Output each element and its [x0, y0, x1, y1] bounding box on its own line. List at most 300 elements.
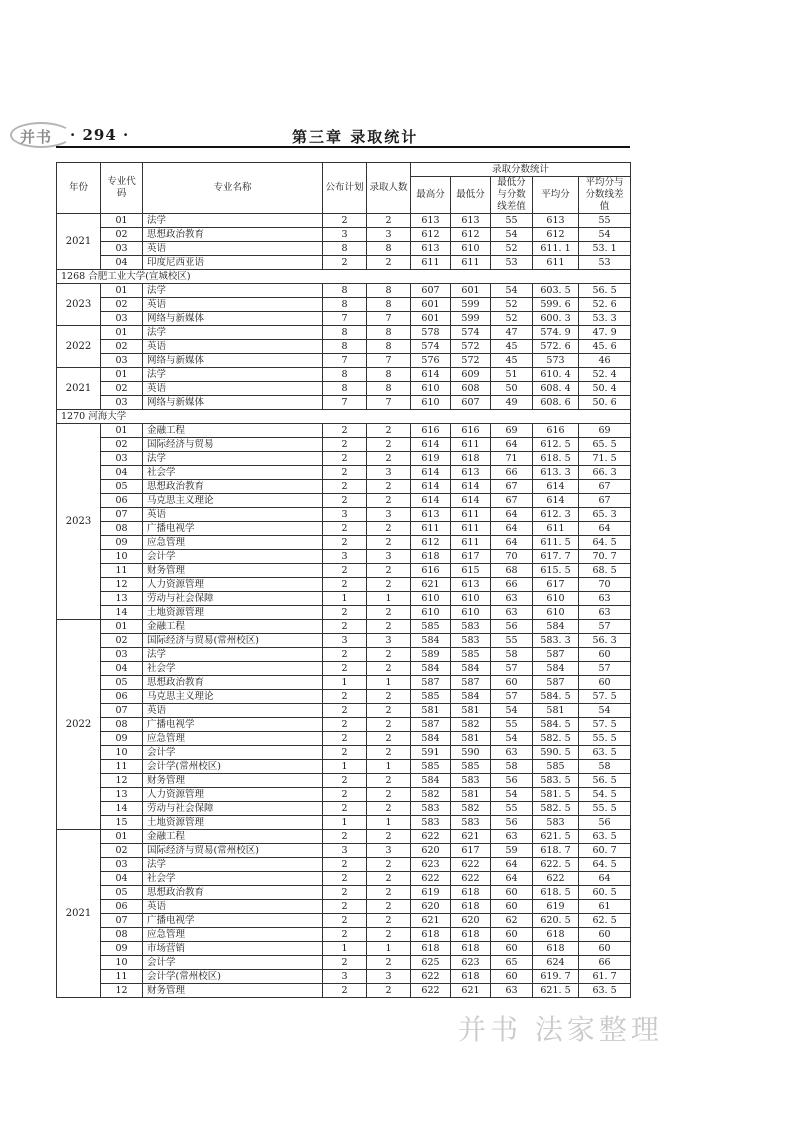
- admitted-cell: 8: [367, 284, 411, 298]
- code-cell: 03: [101, 312, 143, 326]
- planned-cell: 2: [323, 438, 367, 452]
- table-row: [57, 214, 631, 228]
- avg-cell: 618. 5: [533, 452, 579, 466]
- avg-diff-cell: 66: [579, 956, 631, 970]
- planned-cell: 1: [323, 816, 367, 830]
- code-cell: 06: [101, 690, 143, 704]
- min-cell: 621: [451, 984, 491, 998]
- min-cell: 613: [451, 578, 491, 592]
- min-cell: 608: [451, 382, 491, 396]
- max-cell: 601: [411, 312, 451, 326]
- major-cell: 土地资源管理: [143, 606, 323, 620]
- avg-cell: 610: [533, 606, 579, 620]
- planned-cell: 3: [323, 970, 367, 984]
- avg-cell: 613: [533, 214, 579, 228]
- admitted-cell: 3: [367, 550, 411, 564]
- admitted-cell: 2: [367, 522, 411, 536]
- max-cell: 618: [411, 550, 451, 564]
- max-cell: 622: [411, 984, 451, 998]
- code-cell: 08: [101, 718, 143, 732]
- min-cell: 610: [451, 242, 491, 256]
- admitted-cell: 2: [367, 914, 411, 928]
- max-cell: 614: [411, 368, 451, 382]
- year-cell: 2022: [57, 326, 101, 368]
- year-cell: 2022: [57, 620, 101, 830]
- avg-diff-cell: 50. 4: [579, 382, 631, 396]
- planned-cell: 2: [323, 606, 367, 620]
- major-cell: 财务管理: [143, 774, 323, 788]
- admitted-cell: 1: [367, 760, 411, 774]
- col-planned-header: 公布计划: [323, 163, 367, 214]
- avg-cell: 585: [533, 760, 579, 774]
- max-cell: 587: [411, 718, 451, 732]
- max-cell: 612: [411, 228, 451, 242]
- major-cell: 会计学: [143, 956, 323, 970]
- planned-cell: 7: [323, 312, 367, 326]
- max-cell: 618: [411, 942, 451, 956]
- table-row: [57, 592, 631, 606]
- max-cell: 622: [411, 872, 451, 886]
- min-cell: 583: [451, 774, 491, 788]
- max-cell: 583: [411, 802, 451, 816]
- max-cell: 584: [411, 732, 451, 746]
- table-row: [57, 536, 631, 550]
- table-row: [57, 326, 631, 340]
- max-cell: 618: [411, 928, 451, 942]
- table-row: [57, 830, 631, 844]
- admitted-cell: 3: [367, 634, 411, 648]
- planned-cell: 1: [323, 760, 367, 774]
- min-cell: 609: [451, 368, 491, 382]
- planned-cell: 8: [323, 340, 367, 354]
- min-cell: 618: [451, 928, 491, 942]
- major-cell: 人力资源管理: [143, 788, 323, 802]
- admitted-cell: 2: [367, 564, 411, 578]
- max-cell: 585: [411, 760, 451, 774]
- min-cell: 584: [451, 662, 491, 676]
- admitted-cell: 2: [367, 438, 411, 452]
- avg-cell: 611. 1: [533, 242, 579, 256]
- avg-diff-cell: 63: [579, 606, 631, 620]
- avg-cell: 611. 5: [533, 536, 579, 550]
- min-cell: 610: [451, 606, 491, 620]
- min-cell: 581: [451, 788, 491, 802]
- table-row: [57, 354, 631, 368]
- planned-cell: 2: [323, 662, 367, 676]
- min-cell: 583: [451, 816, 491, 830]
- min-diff-cell: 69: [491, 424, 533, 438]
- planned-cell: 2: [323, 620, 367, 634]
- code-cell: 07: [101, 914, 143, 928]
- min-cell: 617: [451, 550, 491, 564]
- major-cell: 国际经济与贸易(常州校区): [143, 844, 323, 858]
- min-diff-cell: 55: [491, 718, 533, 732]
- major-cell: 网络与新媒体: [143, 396, 323, 410]
- min-cell: 614: [451, 480, 491, 494]
- avg-diff-cell: 55. 5: [579, 732, 631, 746]
- major-cell: 印度尼西亚语: [143, 256, 323, 270]
- major-cell: 马克思主义理论: [143, 690, 323, 704]
- code-cell: 09: [101, 942, 143, 956]
- table-row: [57, 844, 631, 858]
- min-cell: 581: [451, 732, 491, 746]
- max-cell: 587: [411, 676, 451, 690]
- code-cell: 02: [101, 438, 143, 452]
- min-cell: 610: [451, 592, 491, 606]
- min-diff-cell: 64: [491, 522, 533, 536]
- admitted-cell: 2: [367, 648, 411, 662]
- avg-cell: 618. 7: [533, 844, 579, 858]
- university-name: 1270 河海大学: [57, 410, 631, 424]
- admitted-cell: 8: [367, 298, 411, 312]
- min-cell: 582: [451, 718, 491, 732]
- code-cell: 13: [101, 592, 143, 606]
- admitted-cell: 1: [367, 942, 411, 956]
- table-row: [57, 872, 631, 886]
- max-cell: 611: [411, 522, 451, 536]
- avg-cell: 599. 6: [533, 298, 579, 312]
- min-cell: 622: [451, 858, 491, 872]
- avg-cell: 621. 5: [533, 984, 579, 998]
- code-cell: 05: [101, 886, 143, 900]
- min-cell: 618: [451, 970, 491, 984]
- avg-diff-cell: 60: [579, 942, 631, 956]
- max-cell: 610: [411, 382, 451, 396]
- avg-cell: 587: [533, 648, 579, 662]
- min-diff-cell: 56: [491, 816, 533, 830]
- major-cell: 人力资源管理: [143, 578, 323, 592]
- avg-diff-cell: 58: [579, 760, 631, 774]
- planned-cell: 2: [323, 802, 367, 816]
- code-cell: 01: [101, 284, 143, 298]
- min-diff-cell: 47: [491, 326, 533, 340]
- min-diff-cell: 51: [491, 368, 533, 382]
- min-diff-cell: 54: [491, 788, 533, 802]
- admitted-cell: 7: [367, 396, 411, 410]
- max-cell: 613: [411, 214, 451, 228]
- admitted-cell: 2: [367, 788, 411, 802]
- code-cell: 03: [101, 396, 143, 410]
- code-cell: 10: [101, 746, 143, 760]
- avg-cell: 624: [533, 956, 579, 970]
- avg-cell: 610: [533, 592, 579, 606]
- major-cell: 思想政治教育: [143, 886, 323, 900]
- avg-diff-cell: 46: [579, 354, 631, 368]
- min-cell: 583: [451, 620, 491, 634]
- planned-cell: 2: [323, 774, 367, 788]
- min-diff-cell: 64: [491, 438, 533, 452]
- min-cell: 615: [451, 564, 491, 578]
- avg-diff-cell: 53. 3: [579, 312, 631, 326]
- avg-cell: 582. 5: [533, 802, 579, 816]
- avg-diff-cell: 53. 1: [579, 242, 631, 256]
- major-cell: 社会学: [143, 466, 323, 480]
- min-cell: 613: [451, 214, 491, 228]
- min-diff-cell: 52: [491, 298, 533, 312]
- table-row: [57, 508, 631, 522]
- min-cell: 584: [451, 690, 491, 704]
- min-cell: 618: [451, 900, 491, 914]
- code-cell: 13: [101, 788, 143, 802]
- planned-cell: 2: [323, 704, 367, 718]
- avg-cell: 603. 5: [533, 284, 579, 298]
- admitted-cell: 2: [367, 452, 411, 466]
- avg-diff-cell: 50. 6: [579, 396, 631, 410]
- min-cell: 623: [451, 956, 491, 970]
- code-cell: 02: [101, 298, 143, 312]
- admitted-cell: 1: [367, 676, 411, 690]
- min-diff-cell: 64: [491, 508, 533, 522]
- min-diff-cell: 55: [491, 634, 533, 648]
- code-cell: 11: [101, 970, 143, 984]
- table-row: [57, 690, 631, 704]
- planned-cell: 2: [323, 536, 367, 550]
- avg-diff-cell: 56: [579, 816, 631, 830]
- major-cell: 法学: [143, 214, 323, 228]
- admitted-cell: 8: [367, 340, 411, 354]
- planned-cell: 2: [323, 914, 367, 928]
- min-diff-cell: 55: [491, 802, 533, 816]
- admitted-cell: 2: [367, 802, 411, 816]
- chapter-title: 第三章 录取统计: [292, 128, 419, 146]
- avg-diff-cell: 67: [579, 480, 631, 494]
- table-row: [57, 802, 631, 816]
- avg-diff-cell: 69: [579, 424, 631, 438]
- avg-cell: 617. 7: [533, 550, 579, 564]
- planned-cell: 2: [323, 452, 367, 466]
- admitted-cell: 7: [367, 312, 411, 326]
- avg-cell: 581: [533, 704, 579, 718]
- planned-cell: 1: [323, 942, 367, 956]
- avg-cell: 583. 3: [533, 634, 579, 648]
- avg-diff-cell: 64: [579, 522, 631, 536]
- max-cell: 582: [411, 788, 451, 802]
- code-cell: 02: [101, 634, 143, 648]
- admitted-cell: 2: [367, 662, 411, 676]
- min-diff-cell: 63: [491, 746, 533, 760]
- major-cell: 金融工程: [143, 830, 323, 844]
- min-diff-cell: 62: [491, 914, 533, 928]
- col-code-header: 专业代码: [101, 163, 143, 214]
- avg-diff-cell: 57: [579, 662, 631, 676]
- admitted-cell: 2: [367, 928, 411, 942]
- avg-cell: 608. 4: [533, 382, 579, 396]
- admitted-cell: 2: [367, 480, 411, 494]
- planned-cell: 8: [323, 368, 367, 382]
- score-group-header: 录取分数统计: [411, 163, 631, 177]
- min-diff-cell: 63: [491, 592, 533, 606]
- table-row: [57, 368, 631, 382]
- code-cell: 04: [101, 662, 143, 676]
- min-cell: 582: [451, 802, 491, 816]
- code-cell: 01: [101, 368, 143, 382]
- planned-cell: 2: [323, 830, 367, 844]
- table-row: [57, 648, 631, 662]
- max-cell: 610: [411, 606, 451, 620]
- planned-cell: 2: [323, 732, 367, 746]
- avg-diff-cell: 61. 7: [579, 970, 631, 984]
- table-row: [57, 984, 631, 998]
- min-cell: 599: [451, 298, 491, 312]
- admitted-cell: 2: [367, 214, 411, 228]
- admitted-cell: 1: [367, 592, 411, 606]
- min-diff-cell: 63: [491, 606, 533, 620]
- table-row: [57, 788, 631, 802]
- max-cell: 623: [411, 858, 451, 872]
- avg-diff-cell: 52. 6: [579, 298, 631, 312]
- university-row: [57, 410, 631, 424]
- min-cell: 585: [451, 648, 491, 662]
- max-cell: 620: [411, 844, 451, 858]
- min-diff-cell: 56: [491, 774, 533, 788]
- table-row: [57, 340, 631, 354]
- table-row: [57, 928, 631, 942]
- max-cell: 574: [411, 340, 451, 354]
- avg-diff-cell: 64. 5: [579, 858, 631, 872]
- table-row: [57, 564, 631, 578]
- avg-diff-cell: 66. 3: [579, 466, 631, 480]
- min-diff-cell: 68: [491, 564, 533, 578]
- admitted-cell: 2: [367, 774, 411, 788]
- table-row: [57, 480, 631, 494]
- table-row: [57, 956, 631, 970]
- avg-diff-cell: 60: [579, 928, 631, 942]
- planned-cell: 2: [323, 746, 367, 760]
- planned-cell: 7: [323, 396, 367, 410]
- admitted-cell: 2: [367, 830, 411, 844]
- min-diff-cell: 45: [491, 354, 533, 368]
- min-cell: 574: [451, 326, 491, 340]
- avg-cell: 622: [533, 872, 579, 886]
- max-cell: 613: [411, 508, 451, 522]
- admitted-cell: 2: [367, 424, 411, 438]
- max-cell: 585: [411, 690, 451, 704]
- table-row: [57, 634, 631, 648]
- table-body: [57, 214, 631, 998]
- major-cell: 英语: [143, 508, 323, 522]
- planned-cell: 2: [323, 788, 367, 802]
- admitted-cell: 3: [367, 228, 411, 242]
- table-row: [57, 662, 631, 676]
- major-cell: 会计学(常州校区): [143, 970, 323, 984]
- planned-cell: 8: [323, 242, 367, 256]
- major-cell: 英语: [143, 704, 323, 718]
- major-cell: 英语: [143, 242, 323, 256]
- avg-diff-cell: 63. 5: [579, 984, 631, 998]
- table-row: [57, 774, 631, 788]
- min-diff-cell: 54: [491, 284, 533, 298]
- max-cell: 622: [411, 970, 451, 984]
- avg-diff-cell: 60: [579, 676, 631, 690]
- avg-cell: 574. 9: [533, 326, 579, 340]
- max-cell: 611: [411, 256, 451, 270]
- avg-cell: 600. 3: [533, 312, 579, 326]
- corner-logo-stamp: [10, 118, 70, 144]
- table-row: [57, 606, 631, 620]
- table-row: [57, 816, 631, 830]
- code-cell: 01: [101, 424, 143, 438]
- planned-cell: 1: [323, 676, 367, 690]
- min-cell: 572: [451, 340, 491, 354]
- max-cell: 614: [411, 480, 451, 494]
- code-cell: 01: [101, 214, 143, 228]
- planned-cell: 2: [323, 214, 367, 228]
- planned-cell: 2: [323, 578, 367, 592]
- table-row: [57, 970, 631, 984]
- code-cell: 14: [101, 802, 143, 816]
- col-major-header: 专业名称: [143, 163, 323, 214]
- min-cell: 614: [451, 494, 491, 508]
- admitted-cell: 7: [367, 354, 411, 368]
- planned-cell: 3: [323, 634, 367, 648]
- avg-diff-cell: 57: [579, 620, 631, 634]
- admitted-cell: 2: [367, 956, 411, 970]
- admitted-cell: 2: [367, 256, 411, 270]
- watermark: 并书 法家整理: [458, 1013, 663, 1046]
- major-cell: 英语: [143, 298, 323, 312]
- major-cell: 会计学(常州校区): [143, 760, 323, 774]
- table-row: [57, 676, 631, 690]
- planned-cell: 8: [323, 382, 367, 396]
- min-diff-cell: 60: [491, 970, 533, 984]
- table-row: [57, 704, 631, 718]
- major-cell: 劳动与社会保障: [143, 592, 323, 606]
- avg-cell: 616: [533, 424, 579, 438]
- admitted-cell: 2: [367, 732, 411, 746]
- code-cell: 10: [101, 550, 143, 564]
- major-cell: 网络与新媒体: [143, 312, 323, 326]
- min-diff-cell: 58: [491, 760, 533, 774]
- min-diff-cell: 67: [491, 494, 533, 508]
- major-cell: 英语: [143, 382, 323, 396]
- code-cell: 02: [101, 844, 143, 858]
- code-cell: 11: [101, 760, 143, 774]
- min-diff-cell: 49: [491, 396, 533, 410]
- major-cell: 会计学: [143, 550, 323, 564]
- code-cell: 12: [101, 578, 143, 592]
- planned-cell: 3: [323, 228, 367, 242]
- major-cell: 思想政治教育: [143, 676, 323, 690]
- avg-cell: 618. 5: [533, 886, 579, 900]
- avg-diff-cell: 60. 5: [579, 886, 631, 900]
- min-cell: 611: [451, 536, 491, 550]
- max-cell: 584: [411, 662, 451, 676]
- planned-cell: 3: [323, 508, 367, 522]
- code-cell: 05: [101, 480, 143, 494]
- min-diff-cell: 58: [491, 648, 533, 662]
- admitted-cell: 3: [367, 844, 411, 858]
- code-cell: 06: [101, 900, 143, 914]
- planned-cell: 1: [323, 592, 367, 606]
- min-cell: 581: [451, 704, 491, 718]
- year-cell: 2021: [57, 830, 101, 998]
- min-cell: 599: [451, 312, 491, 326]
- avg-diff-cell: 54: [579, 228, 631, 242]
- avg-cell: 611: [533, 256, 579, 270]
- admitted-cell: 2: [367, 704, 411, 718]
- avg-diff-cell: 65. 5: [579, 438, 631, 452]
- table-row: [57, 578, 631, 592]
- table-row: [57, 298, 631, 312]
- min-cell: 611: [451, 256, 491, 270]
- year-cell: 2021: [57, 368, 101, 410]
- max-cell: 625: [411, 956, 451, 970]
- table-row: [57, 494, 631, 508]
- avg-cell: 584: [533, 620, 579, 634]
- avg-cell: 611: [533, 522, 579, 536]
- admitted-cell: 3: [367, 508, 411, 522]
- admitted-cell: 2: [367, 494, 411, 508]
